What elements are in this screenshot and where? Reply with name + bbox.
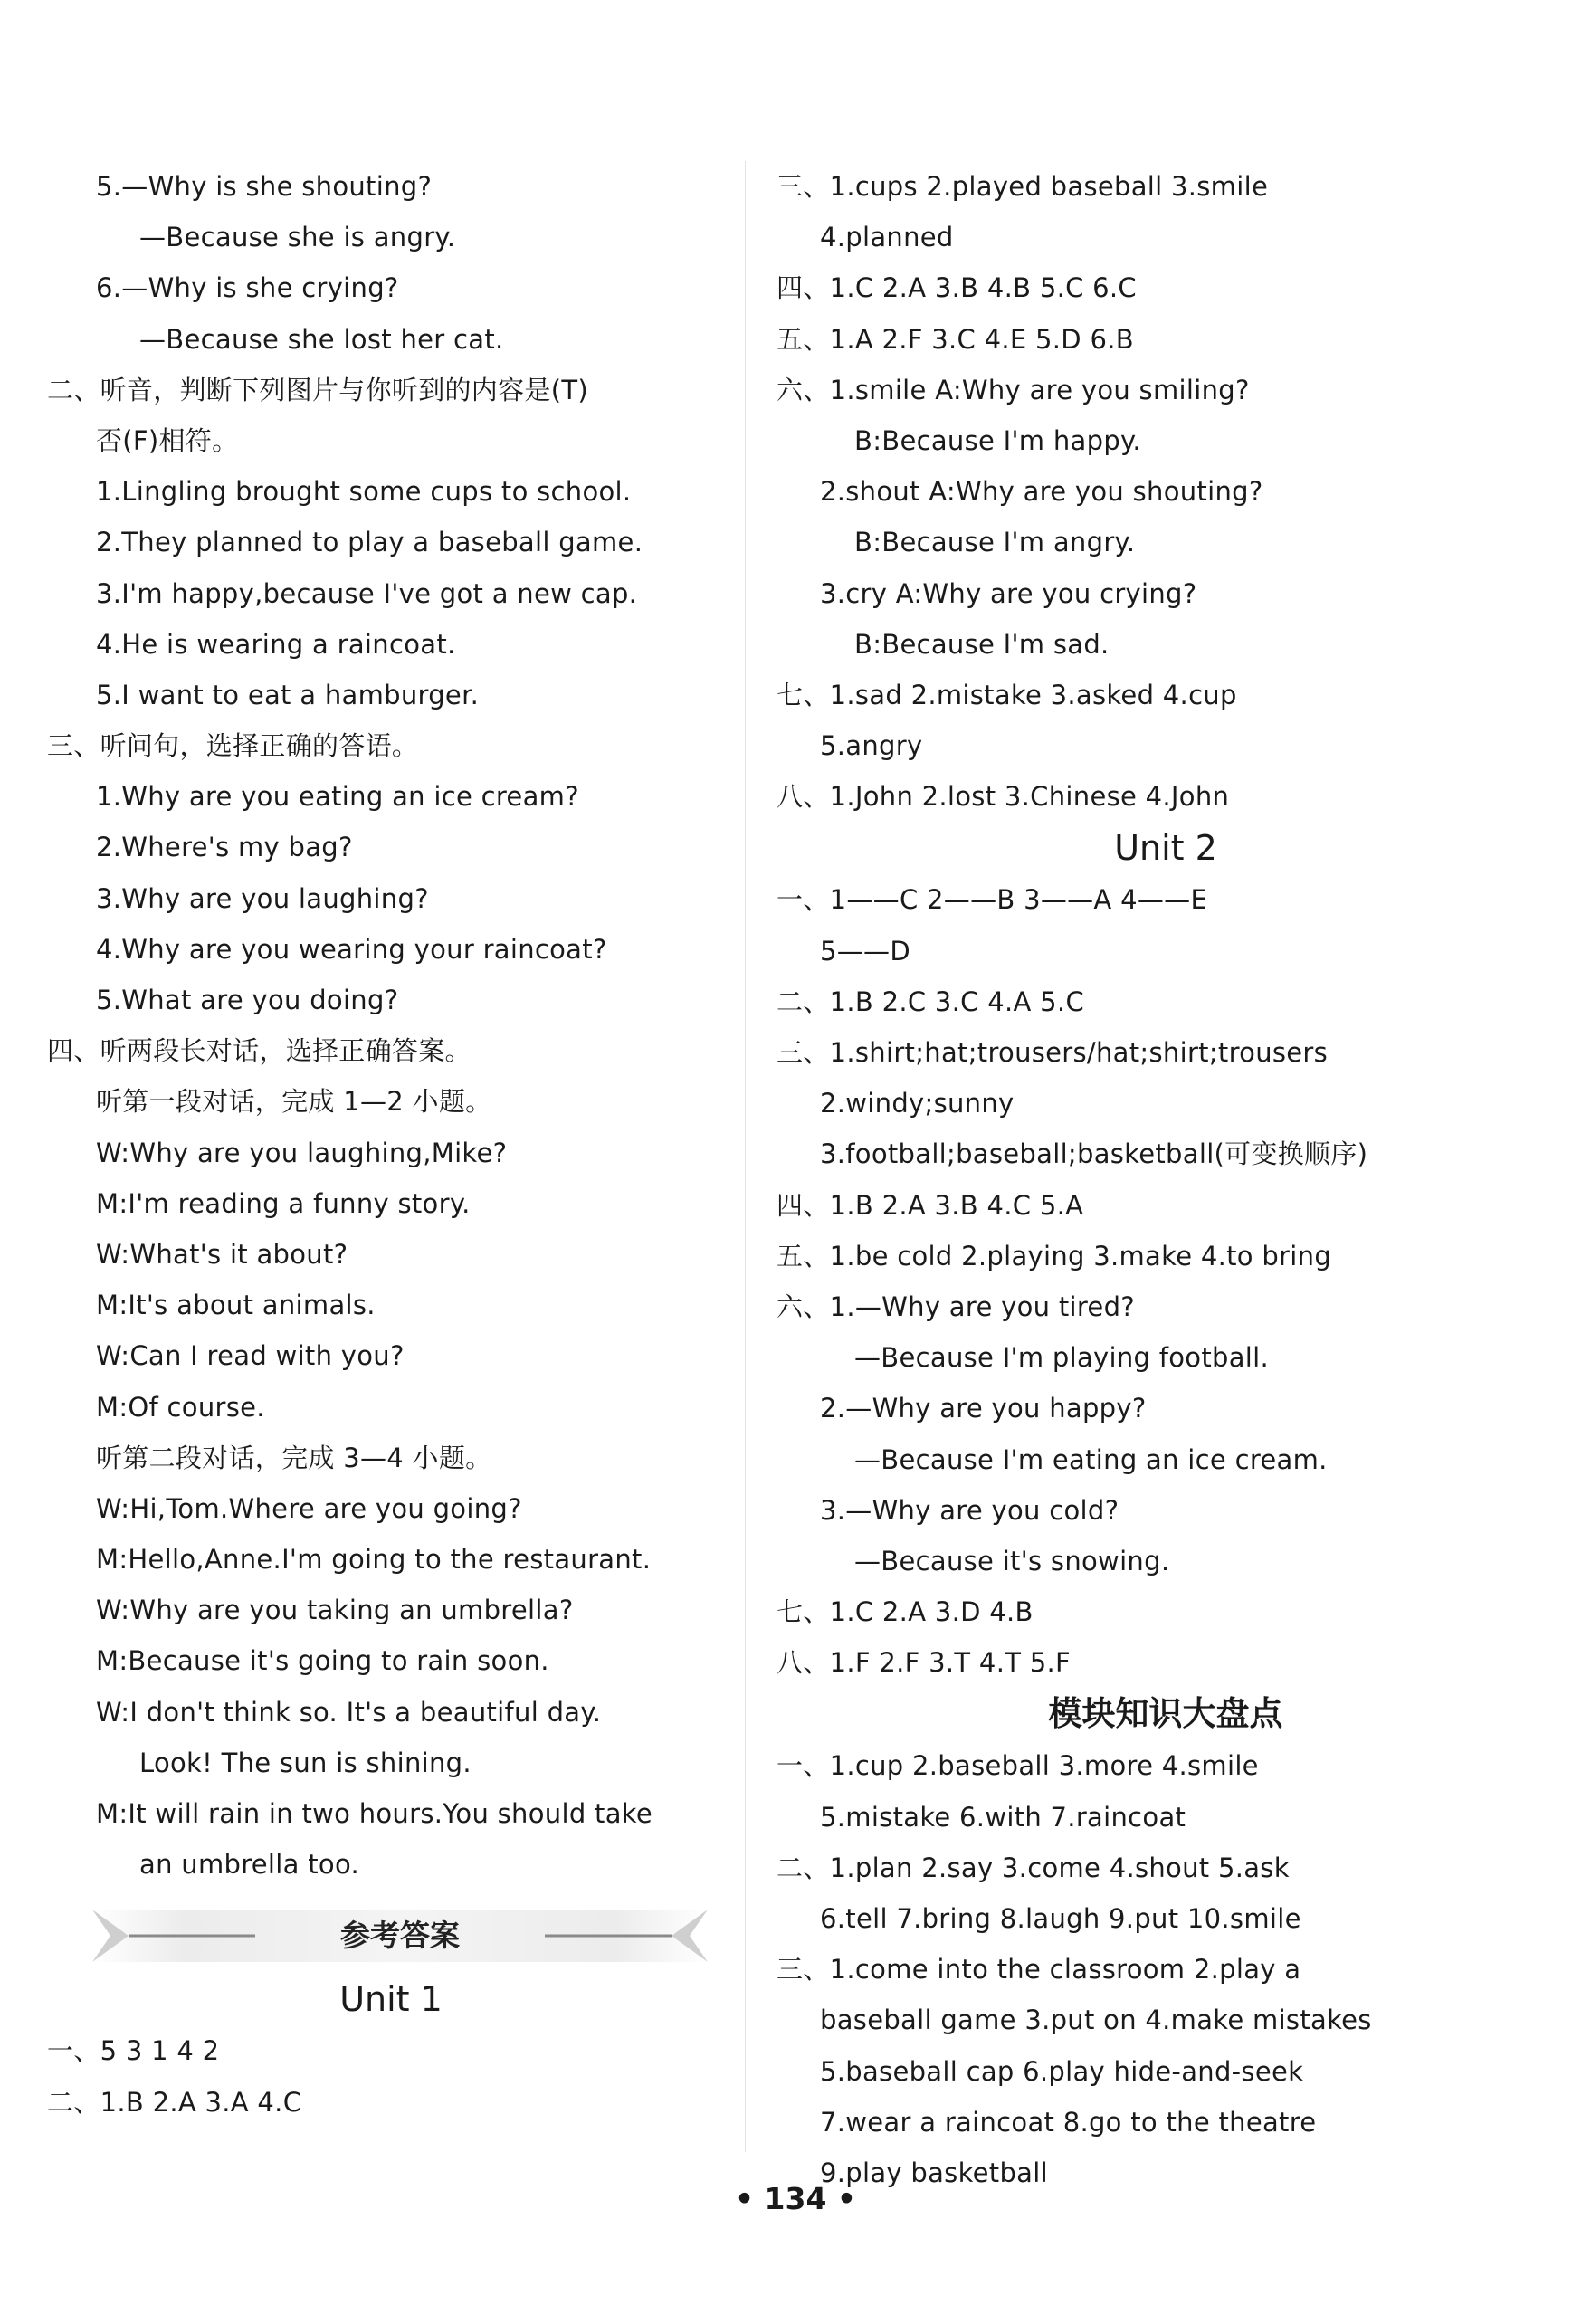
- column-divider: [745, 161, 746, 2152]
- text-line: 2.shout A:Why are you shouting?: [820, 476, 1263, 508]
- text-line: B:Because I'm sad.: [854, 628, 1110, 660]
- text-line: 否(F)相符。: [96, 424, 239, 456]
- text-line: 3.I'm happy,because I've got a new cap.: [96, 577, 638, 609]
- text-line: 3.—Why are you cold?: [820, 1494, 1119, 1526]
- text-line: 1.Lingling brought some cups to school.: [96, 476, 632, 508]
- text-line: 5.What are you doing?: [96, 985, 399, 1015]
- text-line: 二、1.B 2.A 3.A 4.C: [47, 2086, 302, 2118]
- text-line: 1.Why are you eating an ice cream?: [96, 781, 579, 813]
- unit2-answers: [776, 874, 1555, 1688]
- text-line: 四、1.C 2.A 3.B 4.B 5.C 6.C: [776, 272, 1137, 304]
- text-line: 三、1.shirt;hat;trousers/hat;shirt;trousers: [776, 1037, 1329, 1068]
- text-line: B:Because I'm angry.: [854, 527, 1136, 558]
- text-line: 二、1.plan 2.say 3.come 4.shout 5.ask: [776, 1852, 1290, 1883]
- text-line: M:Hello,Anne.I'm going to the restaurant.: [96, 1544, 652, 1576]
- text-line: baseball game 3.put on 4.make mistakes: [820, 2005, 1372, 2036]
- text-line: W:What's it about?: [96, 1238, 348, 1270]
- text-line: 七、1.C 2.A 3.D 4.B: [776, 1596, 1034, 1628]
- text-line: 八、1.F 2.F 3.T 4.T 5.F: [776, 1647, 1071, 1679]
- unit2-title: Unit 2: [1114, 828, 1217, 869]
- right-column: [776, 161, 1555, 2198]
- text-line: —Because I'm playing football.: [854, 1342, 1270, 1374]
- text-line: 二、1.B 2.C 3.C 4.A 5.C: [776, 986, 1084, 1017]
- module-summary-title: 模块知识大盘点: [1048, 1694, 1283, 1734]
- text-line: 一、1.cup 2.baseball 3.more 4.smile: [776, 1750, 1259, 1782]
- page-number: • 134 •: [734, 2181, 857, 2216]
- text-line: 9.play basketball: [820, 2157, 1048, 2188]
- text-line: 五、1.A 2.F 3.C 4.E 5.D 6.B: [776, 323, 1134, 355]
- text-line: 听第二段对话，完成 3—4 小题。: [96, 1442, 492, 1473]
- unit1-title: Unit 1: [339, 1979, 443, 2020]
- text-line: 4.planned: [820, 222, 954, 253]
- text-line: 5.I want to eat a hamburger.: [96, 679, 480, 710]
- text-line: 5.—Why is she shouting?: [96, 171, 433, 202]
- text-line: 六、1.—Why are you tired?: [776, 1291, 1135, 1322]
- banner-title: 参考答案: [340, 1918, 460, 1954]
- text-line: 4.He is wearing a raincoat.: [96, 628, 456, 660]
- text-line: —Because I'm eating an ice cream.: [854, 1443, 1328, 1475]
- text-line: M:Because it's going to rain soon.: [96, 1645, 549, 1677]
- text-line: 3.Why are you laughing?: [96, 882, 429, 914]
- text-line: 八、1.John 2.lost 3.Chinese 4.John: [776, 781, 1230, 813]
- unit1-answers: [47, 2025, 735, 2127]
- text-line: 听第一段对话，完成 1—2 小题。: [96, 1086, 492, 1118]
- text-line: 三、1.cups 2.played baseball 3.smile: [776, 171, 1269, 202]
- text-line: 6.tell 7.bring 8.laugh 9.put 10.smile: [820, 1903, 1301, 1934]
- text-line: 2.windy;sunny: [820, 1088, 1015, 1119]
- answer-key-banner: [74, 1902, 726, 1969]
- text-line: Look! The sun is shining.: [139, 1747, 472, 1778]
- text-line: 六、1.smile A:Why are you smiling?: [776, 374, 1250, 405]
- text-line: 2.—Why are you happy?: [820, 1393, 1147, 1424]
- listening-script: [47, 161, 735, 1890]
- text-line: 2.Where's my bag?: [96, 832, 353, 863]
- text-line: 5.angry: [820, 730, 923, 762]
- text-line: 3.cry A:Why are you crying?: [820, 577, 1197, 609]
- text-line: W:I don't think so. It's a beautiful day.: [96, 1696, 602, 1728]
- unit1-answers-continued: [776, 161, 1555, 822]
- text-line: M:I'm reading a funny story.: [96, 1187, 471, 1219]
- text-line: M:It's about animals.: [96, 1290, 376, 1321]
- text-line: 7.wear a raincoat 8.go to the theatre: [820, 2106, 1317, 2138]
- module-summary-answers: [776, 1740, 1555, 2198]
- text-line: —Because it's snowing.: [854, 1545, 1170, 1576]
- text-line: 2.They planned to play a baseball game.: [96, 527, 643, 558]
- text-line: M:It will rain in two hours.You should take: [96, 1798, 653, 1829]
- text-line: 5——D: [820, 935, 910, 967]
- text-line: 4.Why are you wearing your raincoat?: [96, 933, 607, 965]
- text-line: 5.baseball cap 6.play hide-and-seek: [820, 2055, 1304, 2087]
- text-line: 四、1.B 2.A 3.B 4.C 5.A: [776, 1189, 1084, 1221]
- left-column: [47, 161, 735, 2128]
- text-line: 一、1——C 2——B 3——A 4——E: [776, 884, 1208, 916]
- text-line: 四、听两段长对话，选择正确答案。: [47, 1035, 472, 1067]
- text-line: W:Can I read with you?: [96, 1340, 405, 1372]
- text-line: 七、1.sad 2.mistake 3.asked 4.cup: [776, 679, 1237, 710]
- text-line: an umbrella too.: [139, 1849, 360, 1881]
- text-line: 一、5 3 1 4 2: [47, 2035, 220, 2067]
- text-line: M:Of course.: [96, 1391, 265, 1423]
- text-line: B:Because I'm happy.: [854, 424, 1141, 456]
- text-line: —Because she lost her cat.: [139, 323, 504, 355]
- text-line: 3.football;baseball;basketball(可变换顺序): [820, 1138, 1368, 1170]
- text-line: 三、听问句，选择正确的答语。: [47, 730, 419, 762]
- text-line: W:Why are you taking an umbrella?: [96, 1595, 574, 1626]
- text-line: W:Hi,Tom.Where are you going?: [96, 1492, 522, 1524]
- text-line: 三、1.come into the classroom 2.play a: [776, 1954, 1301, 1986]
- text-line: —Because she is angry.: [139, 222, 456, 253]
- text-line: W:Why are you laughing,Mike?: [96, 1137, 508, 1168]
- text-line: 五、1.be cold 2.playing 3.make 4.to bring: [776, 1240, 1332, 1272]
- text-line: 二、听音，判断下列图片与你听到的内容是(T): [47, 374, 588, 405]
- text-line: 6.—Why is she crying?: [96, 272, 399, 304]
- text-line: 5.mistake 6.with 7.raincoat: [820, 1801, 1186, 1833]
